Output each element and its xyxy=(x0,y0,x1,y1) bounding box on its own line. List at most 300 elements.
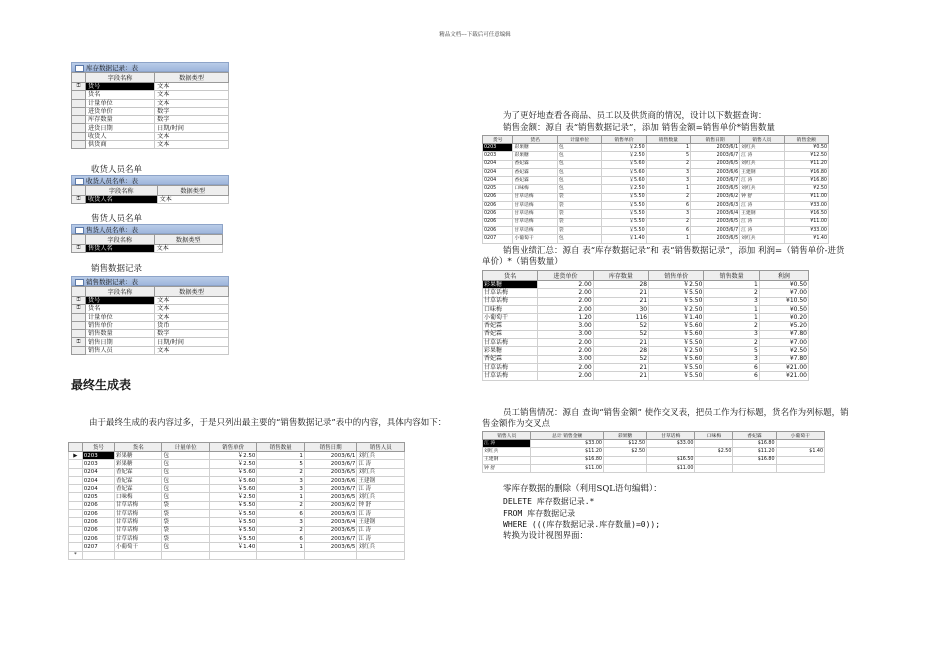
column-header: 销售金额 xyxy=(784,136,828,144)
cell: ¥11.00 xyxy=(784,193,828,201)
table-row xyxy=(69,476,405,484)
cell: 6 xyxy=(646,226,690,234)
row-selector xyxy=(72,91,86,99)
cell: 江 涛 xyxy=(740,218,784,226)
cell: 袋 xyxy=(557,218,601,226)
column-header: 货名 xyxy=(114,443,161,452)
cell: 2 xyxy=(646,193,690,201)
cell: 钟 舒 xyxy=(740,193,784,201)
cell: 1 xyxy=(257,543,304,551)
cell: 袋 xyxy=(557,210,601,218)
cell: 1 xyxy=(646,144,690,152)
cell: $1.40 xyxy=(776,448,824,456)
row-selector xyxy=(69,534,83,542)
cell: 包 xyxy=(557,152,601,160)
row-selector xyxy=(72,346,86,354)
column-header: 进货单价 xyxy=(538,271,593,281)
cell: 江 涛 xyxy=(740,226,784,234)
amount-query-grid xyxy=(482,135,829,244)
table-row xyxy=(483,218,829,226)
cell xyxy=(776,464,824,472)
cell: 6 xyxy=(704,363,759,371)
cell: 2003/6/7 xyxy=(304,485,357,493)
row-selector xyxy=(72,99,86,107)
table-row xyxy=(483,440,825,448)
cell: 1 xyxy=(704,305,759,313)
profit-query-datasheet xyxy=(482,270,809,381)
cell: ¥21.00 xyxy=(759,372,808,380)
col-field-name: 字段名称 xyxy=(86,287,155,297)
column-header: 小葡萄干 xyxy=(776,432,824,440)
cell: 彩果糖 xyxy=(483,347,538,355)
cell: 刘红兵 xyxy=(740,185,784,193)
cell: 刘红兵 xyxy=(740,144,784,152)
table-row xyxy=(483,235,829,243)
cell: 1 xyxy=(257,493,304,501)
cell: 3 xyxy=(257,485,304,493)
cell: $33.00 xyxy=(647,440,695,448)
right-intro: 为了更好地查看各商品、员工以及供货商的情况，设计以下数据查询： xyxy=(503,111,767,121)
cell: 0206 xyxy=(483,202,513,210)
cell: 5 xyxy=(257,460,304,468)
field-type-cell: 文本 xyxy=(157,196,229,204)
cell: 甘草话梅 xyxy=(114,526,161,534)
cell: 香妃霖 xyxy=(483,330,538,338)
field-name-cell: 货名 xyxy=(86,305,155,313)
cell: 116 xyxy=(593,314,648,322)
cell: 2003/6/6 xyxy=(691,168,740,176)
cell: 0206 xyxy=(82,518,114,526)
field-type-cell: 文本 xyxy=(155,297,229,305)
cell: ¥16.80 xyxy=(784,177,828,185)
final-heading: 最终生成表 xyxy=(71,378,132,392)
row-selector xyxy=(72,132,86,140)
cell xyxy=(695,464,733,472)
cell: 2003/6/1 xyxy=(691,144,740,152)
column-header: 库存数量 xyxy=(593,271,648,281)
cell: 江 涛 xyxy=(740,202,784,210)
receiver-label: 收货人员名单 xyxy=(91,165,143,175)
inventory-table-titlebar: 库存数据记录：表 xyxy=(71,62,229,72)
inventory-design-grid xyxy=(71,72,229,149)
field-type-cell: 货币 xyxy=(155,321,229,329)
cell: 甘草话梅 xyxy=(114,510,161,518)
cell: ￥5.50 xyxy=(209,526,256,534)
field-row xyxy=(72,346,229,354)
cell: 甘草话梅 xyxy=(513,193,557,201)
cell: 2 xyxy=(257,468,304,476)
inventory-table-window xyxy=(71,62,229,149)
field-name-cell: 库存数量 xyxy=(86,116,155,124)
cell: 52 xyxy=(593,322,648,330)
cell: 香妃霖 xyxy=(483,322,538,330)
cell: 2003/6/3 xyxy=(691,202,740,210)
cell: 2003/6/5 xyxy=(304,468,357,476)
cell: 2003/6/7 xyxy=(691,226,740,234)
seller-table-window xyxy=(71,224,223,253)
profit-query-grid xyxy=(482,270,809,381)
cell: ¥11.00 xyxy=(784,218,828,226)
sales-amount-paragraph: 销售金额：源自 表“销售数据记录”，添加 销售金额=销售单价*销售数量 xyxy=(503,123,775,133)
column-header: 销售人员 xyxy=(357,443,405,452)
column-header: 计量单位 xyxy=(162,443,209,452)
row-selector xyxy=(69,510,83,518)
column-header: 货名 xyxy=(483,271,538,281)
field-type-cell: 数字 xyxy=(155,107,229,115)
header-row xyxy=(69,443,405,452)
column-header: 香妃霖 xyxy=(733,432,776,440)
cell: 小葡萄干 xyxy=(483,314,538,322)
cell: 甘草话梅 xyxy=(513,202,557,210)
cell: 0206 xyxy=(82,501,114,509)
cell: 包 xyxy=(162,543,209,551)
cell: 2003/6/5 xyxy=(691,218,740,226)
col-data-type: 数据类型 xyxy=(155,287,229,297)
page-header: 精品文档---下载后可任意编辑 xyxy=(439,32,511,38)
crosstab-grid xyxy=(482,431,825,473)
field-name-cell: 进货单价 xyxy=(86,107,155,115)
cell: 0204 xyxy=(483,177,513,185)
cell: 1 xyxy=(257,452,304,460)
cell: 彩果糖 xyxy=(114,460,161,468)
cell: 甘草话梅 xyxy=(513,210,557,218)
cell: 52 xyxy=(593,330,648,338)
cell: 2003/6/5 xyxy=(304,543,357,551)
cell: 王建钢 xyxy=(740,168,784,176)
cell: $11.00 xyxy=(647,464,695,472)
row-selector xyxy=(72,321,86,329)
cell: 0206 xyxy=(82,534,114,542)
field-name-cell: 售货人名 xyxy=(86,245,155,253)
cell: ￥2.50 xyxy=(602,144,646,152)
cell: ￥5.50 xyxy=(649,289,704,297)
cell: 江 涛 xyxy=(357,510,405,518)
cell: 袋 xyxy=(557,226,601,234)
cell: 0204 xyxy=(483,168,513,176)
cell: $16.80 xyxy=(733,456,776,464)
cell: 2 xyxy=(257,501,304,509)
cell: 3 xyxy=(257,518,304,526)
cell: ￥5.50 xyxy=(602,202,646,210)
table-icon xyxy=(75,178,84,185)
cell: 2.00 xyxy=(538,347,593,355)
column-header: 甘草话梅 xyxy=(647,432,695,440)
column-header: 货名 xyxy=(513,136,557,144)
field-name-cell: 货名 xyxy=(86,91,155,99)
field-type-cell: 数字 xyxy=(155,116,229,124)
cell: ¥0.50 xyxy=(784,144,828,152)
cell: 1 xyxy=(704,314,759,322)
cell: ￥2.50 xyxy=(209,493,256,501)
cell: 21 xyxy=(593,289,648,297)
cell: 0205 xyxy=(82,493,114,501)
cell: ￥1.40 xyxy=(209,543,256,551)
cell: 小葡萄干 xyxy=(513,235,557,243)
cell: 2003/6/5 xyxy=(304,493,357,501)
column-header: 货号 xyxy=(82,443,114,452)
field-type-cell: 文本 xyxy=(155,91,229,99)
cell: 刘红兵 xyxy=(740,160,784,168)
table-row xyxy=(483,160,829,168)
row-selector xyxy=(69,468,83,476)
cell xyxy=(776,456,824,464)
cell xyxy=(257,551,304,559)
cell: 钟 舒 xyxy=(357,501,405,509)
cell: 30 xyxy=(593,305,648,313)
field-type-cell: 日期/时间 xyxy=(155,124,229,132)
cell: 香妃霖 xyxy=(513,168,557,176)
cell: 香妃霖 xyxy=(513,160,557,168)
cell: ￥5.50 xyxy=(602,210,646,218)
table-row xyxy=(483,168,829,176)
cell: ￥5.50 xyxy=(602,218,646,226)
field-name-cell: 货号 xyxy=(86,297,155,305)
col-field-name: 字段名称 xyxy=(86,186,158,196)
cell: 1 xyxy=(646,235,690,243)
sales-table-window xyxy=(71,276,229,355)
cell: 王建钢 xyxy=(483,456,531,464)
cell: 0205 xyxy=(483,185,513,193)
field-row xyxy=(72,91,229,99)
cell: $2.50 xyxy=(603,448,646,456)
table-row xyxy=(483,144,829,152)
table-row xyxy=(483,322,809,330)
cell: ¥5.20 xyxy=(759,322,808,330)
field-type-cell: 数字 xyxy=(155,330,229,338)
cell xyxy=(733,464,776,472)
cell: 口味梅 xyxy=(513,185,557,193)
cell: 2.00 xyxy=(538,363,593,371)
field-name-cell: 销售数量 xyxy=(86,330,155,338)
field-name-cell: 计量单位 xyxy=(86,99,155,107)
table-row xyxy=(483,456,825,464)
sql-line: WHERE (((库存数据记录.库存数量)=0)); xyxy=(503,520,661,529)
cell: ¥33.00 xyxy=(784,202,828,210)
cell: 袋 xyxy=(557,202,601,210)
cell: ￥1.40 xyxy=(602,235,646,243)
cell: ￥5.50 xyxy=(602,226,646,234)
cell: ¥12.50 xyxy=(784,152,828,160)
cell: 甘草话梅 xyxy=(483,363,538,371)
col-data-type: 数据类型 xyxy=(157,186,229,196)
crosstab-paragraph: 员工销售情况：源自 查询“销售金额” 使作交叉表，把员工作为行标题，货名作为列标题，销售金额作为交叉点 xyxy=(482,408,849,429)
cell xyxy=(647,448,695,456)
cell: 21 xyxy=(593,339,648,347)
cell: 6 xyxy=(257,510,304,518)
cell: 0206 xyxy=(483,218,513,226)
table-row xyxy=(483,210,829,218)
cell: 袋 xyxy=(162,518,209,526)
sql-line: FROM 库存数据记录 xyxy=(503,508,576,518)
cell: ￥5.50 xyxy=(602,193,646,201)
cell: 6 xyxy=(646,202,690,210)
cell: 甘草话梅 xyxy=(483,289,538,297)
field-type-cell: 文本 xyxy=(155,346,229,354)
table-row xyxy=(69,468,405,476)
cell: ¥7.00 xyxy=(759,289,808,297)
cell: 0204 xyxy=(82,476,114,484)
cell: 0203 xyxy=(483,144,513,152)
field-row xyxy=(72,330,229,338)
column-header: 销售单价 xyxy=(602,136,646,144)
cell: ￥5.50 xyxy=(649,363,704,371)
table-row xyxy=(483,152,829,160)
field-row xyxy=(72,83,229,91)
cell: 香妃霖 xyxy=(114,485,161,493)
cell: 3.00 xyxy=(538,322,593,330)
col-field-name: 字段名称 xyxy=(86,235,155,245)
cell: 2003/6/5 xyxy=(691,235,740,243)
cell: ￥5.60 xyxy=(209,468,256,476)
table-row xyxy=(69,510,405,518)
cell: 3 xyxy=(646,177,690,185)
cell: 0206 xyxy=(483,193,513,201)
amount-query-datasheet xyxy=(482,135,829,244)
table-row xyxy=(483,281,809,289)
column-header: 彩果糖 xyxy=(603,432,646,440)
column-header: 销售人员 xyxy=(740,136,784,144)
cell xyxy=(603,464,646,472)
cell: 1.20 xyxy=(538,314,593,322)
cell: 甘草话梅 xyxy=(483,339,538,347)
table-row xyxy=(483,464,825,472)
primary-key-icon: ⚿ xyxy=(72,196,86,204)
cell: 0204 xyxy=(483,160,513,168)
sql-code-block xyxy=(503,496,660,531)
cell: ¥0.50 xyxy=(759,281,808,289)
cell: 0207 xyxy=(82,543,114,551)
cell: ¥7.80 xyxy=(759,330,808,338)
cell: 2 xyxy=(257,526,304,534)
design-view-paragraph: 转换为设计视图界面： xyxy=(503,531,589,541)
cell: 2 xyxy=(646,160,690,168)
cell: 甘草话梅 xyxy=(483,372,538,380)
cell: 21 xyxy=(593,372,648,380)
cell: 0204 xyxy=(82,468,114,476)
field-row xyxy=(72,196,229,204)
cell: ￥2.50 xyxy=(209,460,256,468)
column-header: 销售单价 xyxy=(209,443,256,452)
cell: ￥5.50 xyxy=(649,339,704,347)
cell: 0203 xyxy=(82,460,114,468)
cell: 彩果糖 xyxy=(483,281,538,289)
table-row xyxy=(69,518,405,526)
table-row xyxy=(69,452,405,460)
cell xyxy=(603,456,646,464)
table-icon xyxy=(75,227,84,234)
cell: ¥1.40 xyxy=(784,235,828,243)
sales-label: 销售数据记录 xyxy=(91,264,143,274)
field-name-cell: 销售日期 xyxy=(86,338,155,346)
current-row-marker: ▶ xyxy=(69,452,83,460)
cell: ¥16.50 xyxy=(784,210,828,218)
row-selector xyxy=(72,124,86,132)
field-type-cell: 文本 xyxy=(155,313,229,321)
cell: 2003/6/7 xyxy=(304,534,357,542)
cell: ￥2.50 xyxy=(649,305,704,313)
cell: 21 xyxy=(593,363,648,371)
cell: $11.20 xyxy=(733,448,776,456)
cell: ¥0.50 xyxy=(759,305,808,313)
delete-paragraph: 零库存数据的删除（利用SQL语句编辑）： xyxy=(503,484,662,494)
cell: 包 xyxy=(557,177,601,185)
col-data-type: 数据类型 xyxy=(155,73,229,83)
cell: 刘红兵 xyxy=(483,448,531,456)
cell: 江 涛 xyxy=(357,460,405,468)
cell: 2003/6/4 xyxy=(691,210,740,218)
cell: 3 xyxy=(704,330,759,338)
cell: $16.80 xyxy=(733,440,776,448)
cell: 包 xyxy=(162,476,209,484)
table-row xyxy=(483,177,829,185)
table-row xyxy=(483,202,829,210)
row-selector xyxy=(72,107,86,115)
table-row xyxy=(483,193,829,201)
cell: ￥5.50 xyxy=(209,518,256,526)
field-name-cell: 销售单价 xyxy=(86,321,155,329)
cell: $16.50 xyxy=(647,456,695,464)
cell: 刘红兵 xyxy=(357,543,405,551)
cell: $16.80 xyxy=(531,456,604,464)
cell: 2003/6/3 xyxy=(304,510,357,518)
cell: 包 xyxy=(557,185,601,193)
cell: 袋 xyxy=(162,501,209,509)
cell: 袋 xyxy=(162,526,209,534)
primary-key-icon: ⚿ xyxy=(72,338,86,346)
table-row xyxy=(69,493,405,501)
receiver-design-grid xyxy=(71,185,229,204)
cell: 刘红兵 xyxy=(357,468,405,476)
cell: 6 xyxy=(704,372,759,380)
table-row xyxy=(483,448,825,456)
field-type-cell: 文本 xyxy=(155,99,229,107)
cell: 2003/6/7 xyxy=(691,177,740,185)
cell: 甘草话梅 xyxy=(513,218,557,226)
table-icon xyxy=(75,279,84,286)
cell: 2003/6/6 xyxy=(304,476,357,484)
cell: 2003/6/1 xyxy=(304,452,357,460)
field-row xyxy=(72,321,229,329)
cell: 2.00 xyxy=(538,305,593,313)
cell xyxy=(82,551,114,559)
cell: 包 xyxy=(557,168,601,176)
header-row xyxy=(483,432,825,440)
cell: 刘红兵 xyxy=(357,452,405,460)
cell: ￥2.50 xyxy=(649,281,704,289)
cell: ¥7.00 xyxy=(759,339,808,347)
cell: 2003/6/7 xyxy=(691,152,740,160)
cell: 江 涛 xyxy=(740,152,784,160)
field-row xyxy=(72,313,229,321)
cell xyxy=(209,551,256,559)
cell: 3.00 xyxy=(538,330,593,338)
field-name-cell: 计量单位 xyxy=(86,313,155,321)
table-row xyxy=(483,297,809,305)
cell: 包 xyxy=(162,493,209,501)
cell: 3 xyxy=(646,210,690,218)
cell: ￥5.60 xyxy=(209,485,256,493)
field-row xyxy=(72,107,229,115)
cell: 王建钢 xyxy=(357,518,405,526)
field-name-cell: 供货商 xyxy=(86,141,155,149)
field-name-cell: 进货日期 xyxy=(86,124,155,132)
cell: ¥21.00 xyxy=(759,363,808,371)
new-record-marker: * xyxy=(69,551,83,559)
cell: 0206 xyxy=(82,510,114,518)
cell: 袋 xyxy=(557,193,601,201)
table-row xyxy=(69,526,405,534)
cell: 2 xyxy=(646,218,690,226)
